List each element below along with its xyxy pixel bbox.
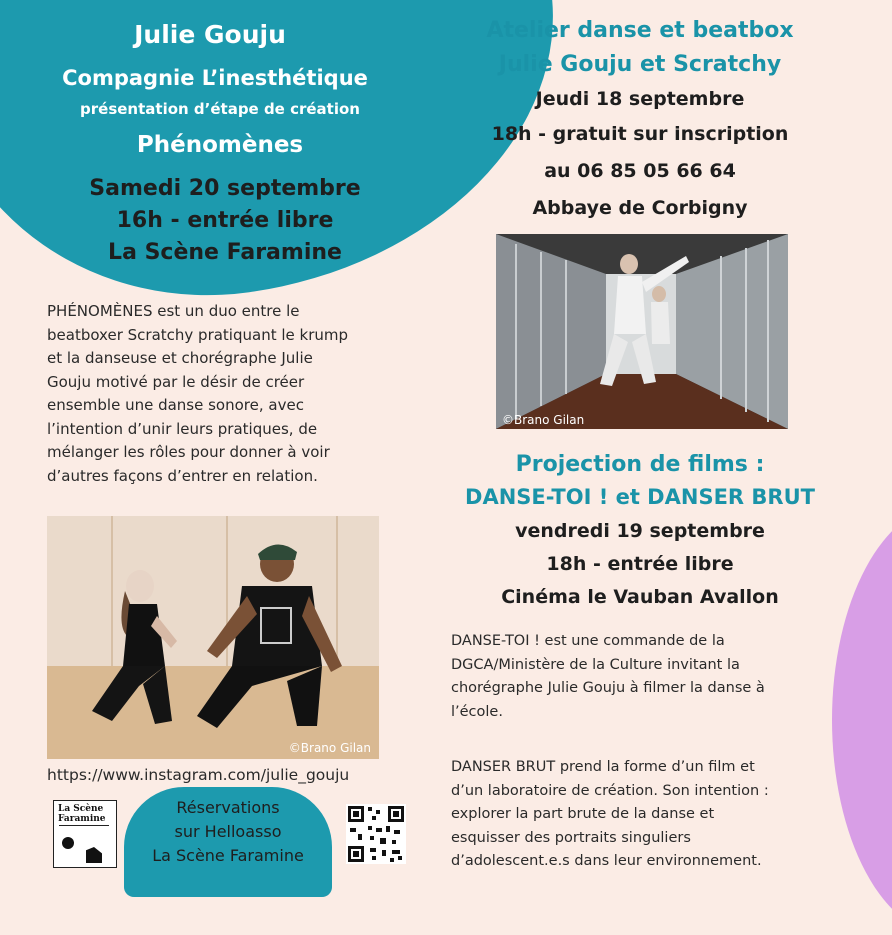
films-title: Projection de films : xyxy=(515,452,765,477)
lilac-shape-right xyxy=(832,505,892,935)
workshop-venue: Abbaye de Corbigny xyxy=(532,197,748,219)
show-venue: La Scène Faramine xyxy=(108,240,342,265)
show-time: 16h - entrée libre xyxy=(116,208,334,233)
reservation-text[interactable]: Réservations sur Helloasso La Scène Faramine xyxy=(152,798,304,865)
logo-line xyxy=(59,825,109,826)
qr-code-icon[interactable] xyxy=(346,804,406,864)
workshop-artists: Julie Gouju et Scratchy xyxy=(498,52,782,77)
qr-code-graphic xyxy=(346,804,406,864)
logo-house xyxy=(86,847,102,863)
artist-name: Julie Gouju xyxy=(134,20,286,49)
event-subtitle: présentation d’étape de création xyxy=(80,100,360,118)
workshop-title: Atelier danse et beatbox xyxy=(486,18,794,43)
duo-photo-illustration xyxy=(47,516,379,759)
duo-photo xyxy=(47,516,379,759)
show-title: Phénomènes xyxy=(136,132,304,158)
workshop-date: Jeudi 18 septembre xyxy=(535,88,745,110)
workshop-time: 18h - gratuit sur inscription xyxy=(491,123,789,145)
instagram-link[interactable]: https://www.instagram.com/julie_gouju xyxy=(47,766,350,784)
films-description-1: DANSE-TOI ! est une commande de la DGCA/Ministère de la Culture invitant la chorégraphe Julie Gouju à filmer la danse à l’école. xyxy=(451,633,765,720)
logo-circle xyxy=(62,837,74,849)
films-time: 18h - entrée libre xyxy=(546,553,734,575)
company-name: Compagnie L’inesthétique xyxy=(62,66,368,90)
show-date: Samedi 20 septembre xyxy=(89,176,361,201)
films-description-2: DANSER BRUT prend la forme d’un film et d’un laboratoire de création. Son intention : explorer la part brute de la danse et esquisser des portraits singuliers d’adolescent.e.s dans leur environnement. xyxy=(451,759,769,869)
workshop-photo-credit: ©Brano Gilan xyxy=(502,413,585,427)
films-names: DANSE-TOI ! et DANSER BRUT xyxy=(465,485,815,509)
workshop-photo-illustration xyxy=(496,234,788,429)
scene-faramine-logo xyxy=(53,800,117,868)
films-venue: Cinéma le Vauban Avallon xyxy=(501,586,779,608)
workshop-phone[interactable]: au 06 85 05 66 64 xyxy=(544,160,736,182)
duo-photo-credit: ©Brano Gilan xyxy=(288,741,371,755)
show-description: PHÉNOMÈNES est un duo entre le beatboxer Scratchy pratiquant le krump et la danseuse et chorégraphe Julie Gouju motivé par le désir de créer ensemble une danse sonore, avec l’intention d’unir leurs pratiques, de mélanger les rôles pour donner à voir d’autres façons d’entrer en relation. xyxy=(47,302,349,485)
films-date: vendredi 19 septembre xyxy=(515,520,765,542)
workshop-photo xyxy=(496,234,788,429)
logo-text: La Scène Faramine xyxy=(58,804,106,824)
